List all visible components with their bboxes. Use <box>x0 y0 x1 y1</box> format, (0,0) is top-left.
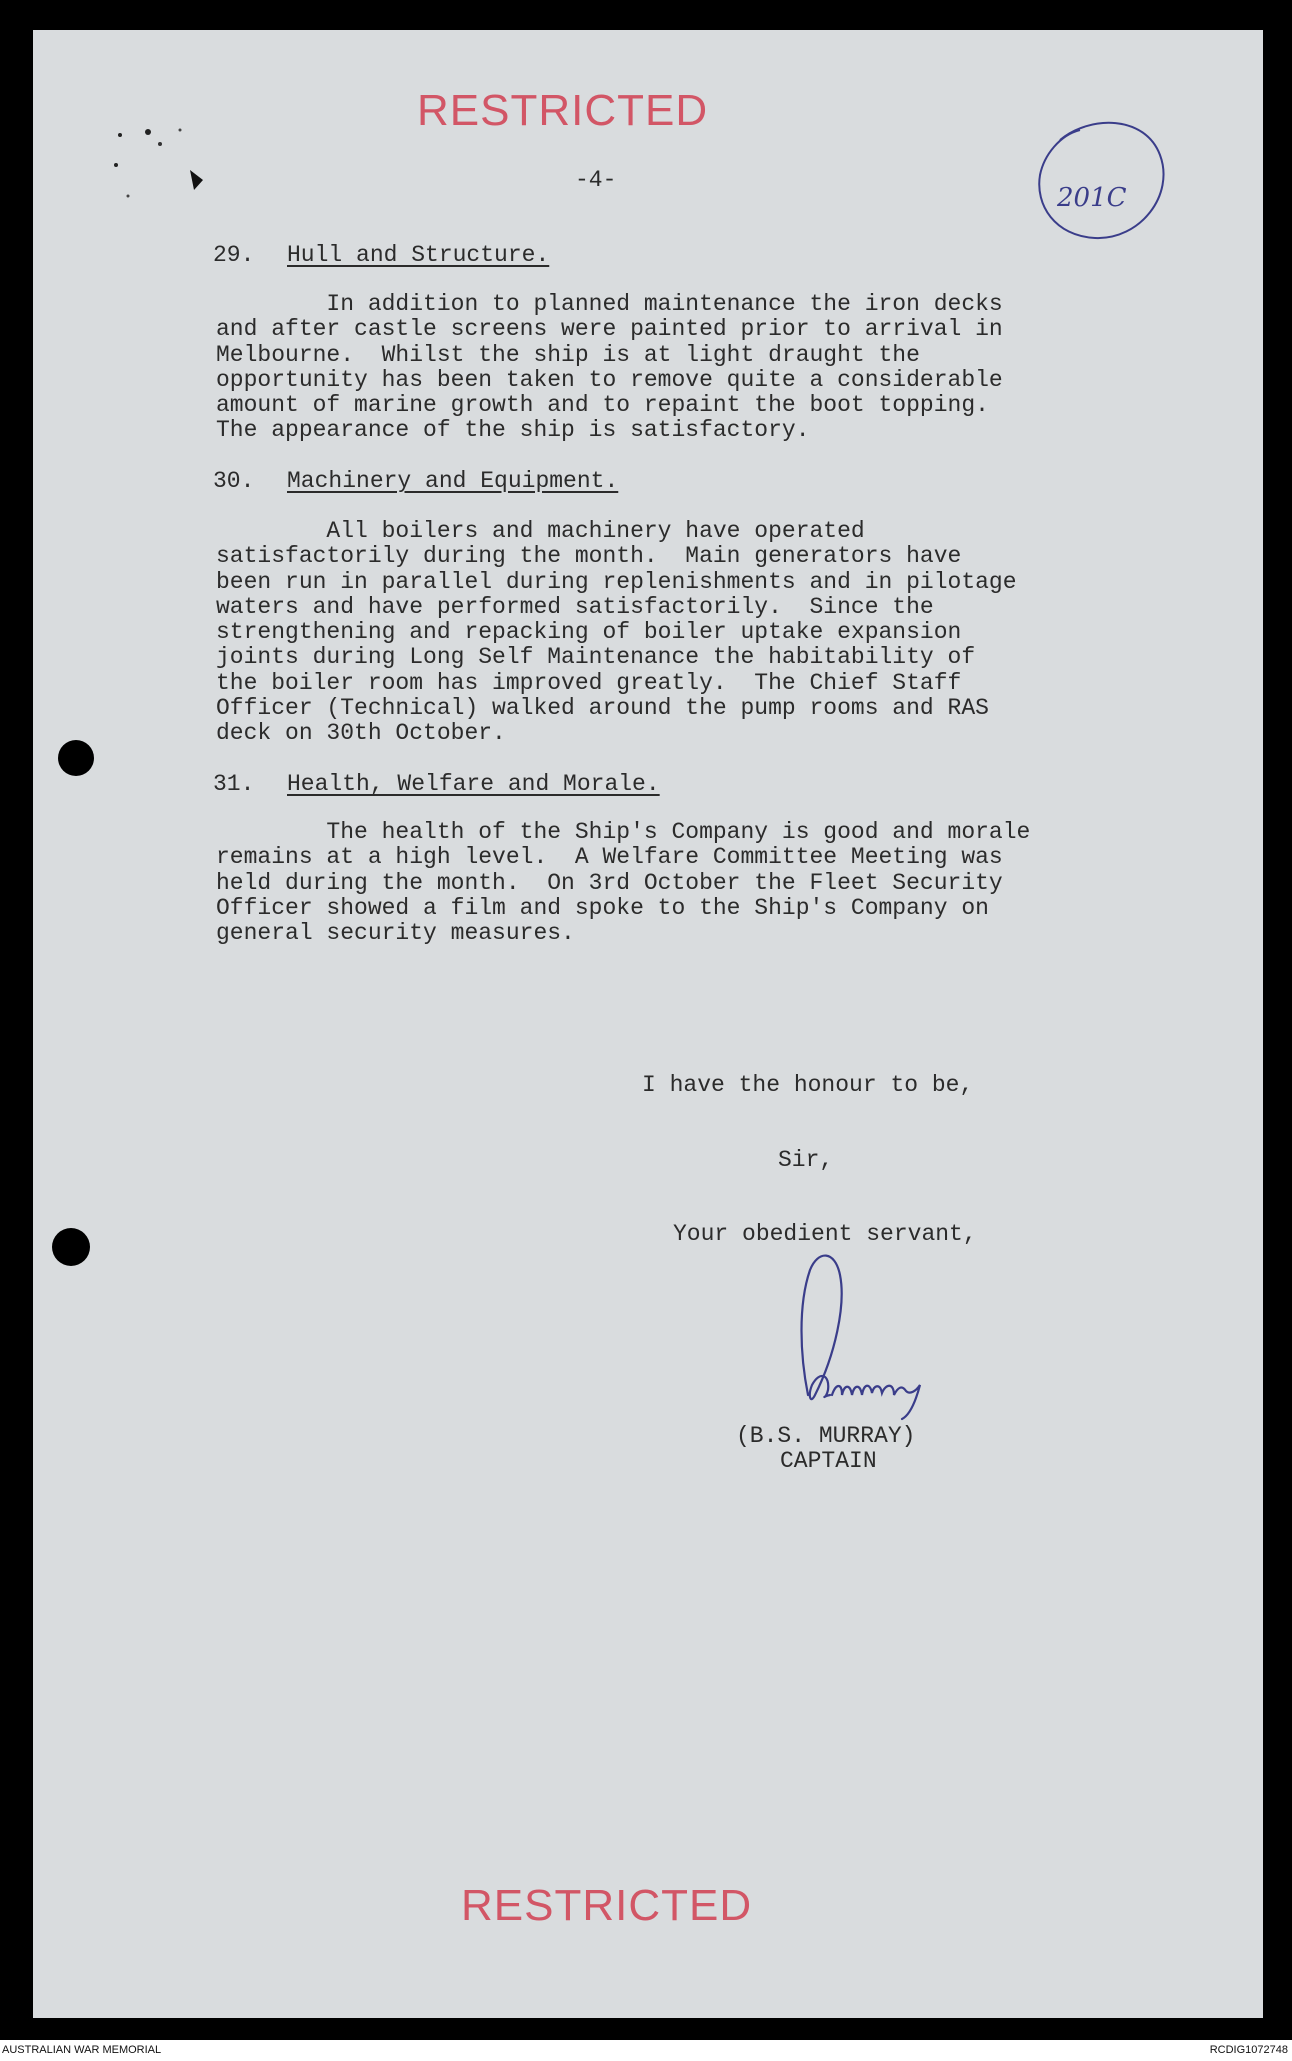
closing-line-servant: Your obedient servant, <box>673 1221 977 1247</box>
archive-name: AUSTRALIAN WAR MEMORIAL <box>2 2044 162 2056</box>
signatory-name: (B.S. MURRAY) <box>736 1423 916 1449</box>
section-title: Hull and Structure. <box>287 242 550 268</box>
archive-footer <box>0 2040 1292 2061</box>
section-heading-29 <box>213 242 549 268</box>
section-body-30: All boilers and machinery have operated satisfactorily during the month. Main generators have been run in parallel during replenishments and in pilotage waters and have performed satisfactorily. Since the strengthening and repacking of boiler uptake expansion joints during Long Self Maintenance the habitability of the boiler room has improved greatly. The Chief Staff Officer (Technical) walked around the pump rooms and RAS deck on 30th October. <box>216 518 1017 747</box>
section-body-29: In addition to planned maintenance the iron decks and after castle screens were painted prior to arrival in Melbourne. Whilst the ship is at light draught the opportunity has been taken to remove quite a considerable amount of marine growth and to repaint the boot topping. The appearance of the ship is satisfactory. <box>216 291 1003 444</box>
section-title: Health, Welfare and Morale. <box>287 771 660 797</box>
section-body-31: The health of the Ship's Company is good and morale remains at a high level. A Welfare Committee Meeting was held during the month. On 3rd October the Fleet Security Officer showed a film and spoke to the Ship's Company on general security measures. <box>216 819 1031 947</box>
section-title: Machinery and Equipment. <box>287 468 619 494</box>
restricted-stamp-bottom: RESTRICTED <box>461 1881 753 1930</box>
punch-hole <box>58 740 94 776</box>
closing-line-sir: Sir, <box>778 1147 834 1173</box>
page-number: -4- <box>575 167 617 193</box>
signatory-rank: CAPTAIN <box>780 1448 877 1474</box>
section-number: 31. <box>213 771 255 797</box>
paper-damage-marks <box>100 110 230 210</box>
handwritten-signature <box>770 1245 970 1425</box>
archive-reference: RCDIG1072748 <box>1209 2044 1288 2056</box>
closing-line-honour: I have the honour to be, <box>642 1072 974 1098</box>
folio-circle-annotation <box>1020 110 1180 250</box>
section-heading-30 <box>213 468 618 494</box>
section-number: 29. <box>213 242 255 268</box>
section-heading-31 <box>213 771 660 797</box>
section-number: 30. <box>213 468 255 494</box>
folio-number-handwritten: 201C <box>1057 183 1127 213</box>
restricted-stamp-top: RESTRICTED <box>417 86 709 135</box>
punch-hole <box>52 1228 90 1266</box>
